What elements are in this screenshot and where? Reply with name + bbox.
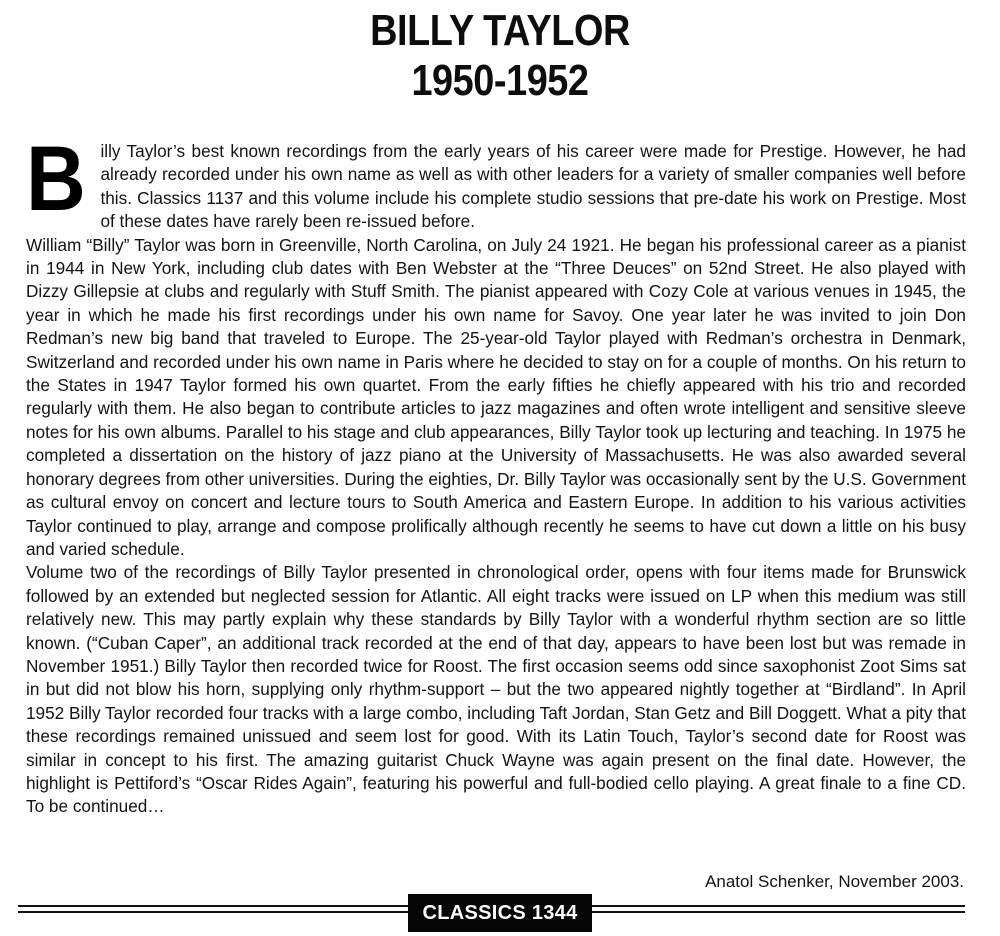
paragraph-intro-text: illy Taylor’s best known recordings from the early years of his career were made for Prestige. However, he had already recorded under his own name as well as with other leaders for a variety of smaller companies well before this. Classics 1137 and this volume include his complete studio sessions that pre-date his work on Prestige. Most of these dates have rarely been re-issued before. — [100, 141, 966, 232]
liner-notes — [26, 128, 966, 819]
paragraph-recordings: Volume two of the recordings of Billy Taylor presented in chronological order, opens with four items made for Brunswick followed by an extended but neglected session for Atlantic. All eight tracks were issued on LP when this medium was still relatively new. This may partly explain why these standards by Billy Taylor with a wonderful rhythm section are so little known. (“Cuban Caper”, an additional track recorded at the end of that day, appears to have been lost but was remade in November 1951.) Billy Taylor then recorded twice for Roost. The first occasion seems odd since saxophonist Zoot Sims sat in but did not blow his horn, supplying only rhythm-support – but the two appeared nightly together at “Birdland”. In April 1952 Billy Taylor recorded four tracks with a large combo, including Taft Jordan, Stan Getz and Bill Doggett. What a pity that these recordings remained unissued and seem lost for good. With its Latin Touch, Taylor’s second date for Roost was similar in concept to his first. The amazing guitarist Chuck Wayne was again present on the final date. However, the highlight is Pettiford’s “Oscar Rides Again”, featuring his powerful and full-bodied cello playing. A great finale to a fine CD. To be continued… — [26, 562, 966, 817]
paragraph-intro — [26, 128, 966, 234]
footer-rule-right-top — [590, 905, 965, 907]
author-signature: Anatol Schenker, November 2003. — [705, 872, 964, 891]
paragraph-biography: William “Billy” Taylor was born in Greenville, North Carolina, on July 24 1921. He began his professional career as a pianist in 1944 in New York, including club dates with Ben Webster at the “Three Deuces” on 52nd Street. He also played with Dizzy Gillepsie at clubs and regularly with Stuff Smith. The pianist appeared with Cozy Cole at various venues in 1945, the year in which he made his first recordings under his own name for Savoy. One year later he was invited to join Don Redman’s new big band that traveled to Europe. The 25-year-old Taylor played with Redman’s orchestra in Denmark, Switzerland and recorded under his own name in Paris where he decided to stay on for a couple of months. On his return to the States in 1947 Taylor formed his own quartet. From the early fifties he chiefly appeared with his trio and recorded regularly with them. He also began to contribute articles to jazz magazines and often wrote intelligent and sensitive sleeve notes for his own albums. Parallel to his stage and club appearances, Billy Taylor took up lecturing and teaching. In 1975 he completed a dissertation on the history of jazz piano at the University of Massachusetts. He was also awarded several honorary degrees from other universities. During the eighties, Dr. Billy Taylor was occasionally sent by the U.S. Government as cultural envoy on concert and lecture tours to South America and Eastern Europe. In addition to his various activities Taylor continued to play, arrange and compose prolifically although recently he seems to have cut down a little on his busy and varied schedule. — [26, 234, 966, 559]
footer-rule-left-top — [18, 905, 410, 907]
title-artist: BILLY TAYLOR — [370, 6, 630, 55]
page-title — [70, 6, 930, 106]
title-years: 1950-1952 — [411, 56, 589, 105]
drop-cap: B — [26, 128, 86, 230]
footer-rule-right-bottom — [590, 911, 965, 913]
catalog-label: CLASSICS 1344 — [408, 894, 592, 932]
footer-rule-left-bottom — [18, 911, 410, 913]
